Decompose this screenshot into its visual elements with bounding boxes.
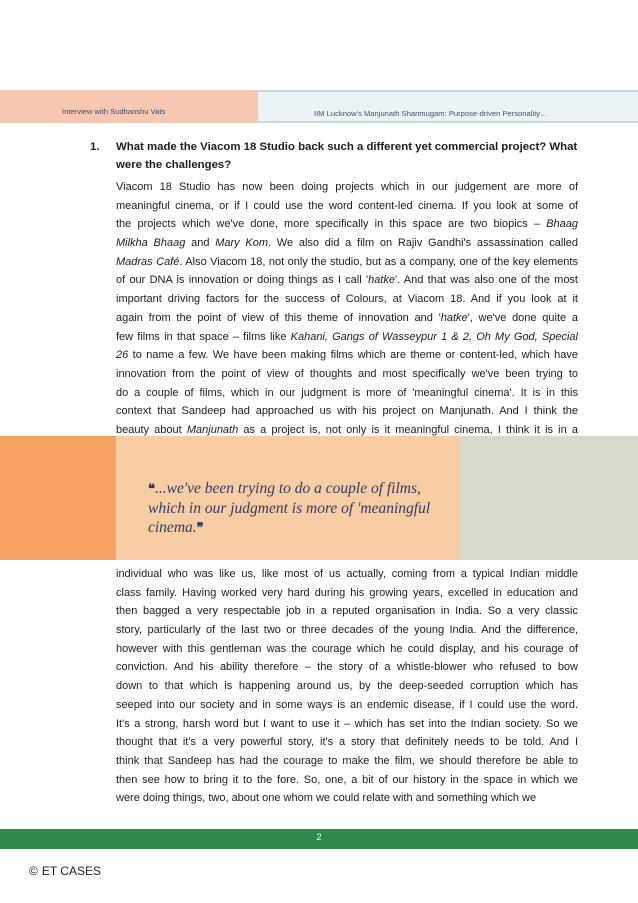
text-line: conviction. And his ability therefore – the story of a whistle-blower who refused to bow [116,661,578,674]
pull-quote-line-1: ...we've been trying to do a couple of films, [155,480,421,497]
text-line: were doing things, two, about one whom we could relate with and something which we [116,792,537,805]
text-line: innovation from the point of view of thoughts and most specifically we've been trying to [116,367,578,380]
header-left-title: Interview with Sudhanshu Vats [62,107,166,116]
pull-quote-line-3: cinema. [148,519,197,536]
text-line: however with this gentleman was the courage which he could display, and his courage of [116,642,578,655]
text-line: context that Sandeep had approached us with his project on Manjunath. And I think the [116,405,578,418]
text-line: again from the point of view of this theme of innovation and 'hatke', we've done quite a [116,311,578,324]
footer-band [0,829,638,849]
text-line: It's a strong, harsh word but I want to use it – which has set into the Indian society. So we [116,717,578,730]
header-right-band [258,90,638,123]
text-line: class family. Having worked very hard during his growing years, excelled in education and [116,586,578,599]
answer-paragraph-2 [116,565,578,808]
text-line: down to that which is happening around us, by the deep-seeded corruption which has [116,680,578,693]
text-line: the projects which we've done, more specifically in this space are two biopics – Bhaag [116,218,578,231]
pull-quote [148,479,448,538]
text-line: beauty about Manjunath as a project is, not only is it meaningful cinema, I think it is in a [116,423,578,436]
text-line: then bagged a very respectable job in a reputed organisation in India. So a very classic [116,605,578,618]
text-line: few films in that space – films like Kahani, Gangs of Wasseypur 1 & 2, Oh My God, Special [116,330,578,343]
answer-paragraph-1 [116,178,578,458]
text-line: of our DNA is innovation or doing things as I call 'hatke'. And that was also one of the most [116,274,578,287]
brand-label [29,864,101,878]
text-line: story, particularly of the last two or three decades of the young India. And the difference, [116,624,578,637]
quote-band-orange [0,436,116,560]
text-line: Madras Café. Also Viacom 18, not only the studio, but as a company, one of the key elements [116,255,578,268]
text-line: seeped into our society and in some ways is an endemic disease, if I could use the word. [116,698,578,711]
pull-quote-line-2: which in our judgment is more of 'meaningful [148,500,431,517]
text-line: Milkha Bhaag and Mary Kom. We also did a film on Rajiv Gandhi's assassination called [116,237,578,250]
text-line: important driving factors for the success of Colours, at Viacom 18. And if you look at it [116,293,578,306]
question-line-1: What made the Viacom 18 Studio back such a different yet commercial project? What [116,141,578,153]
text-line: thought that it's a very powerful story, it's a story that definitely needs to be told. And I [116,736,578,749]
question-text [116,138,578,174]
close-quote-icon: ❞ [196,521,204,536]
text-line: individual who was like us, like most of us actually, coming from a typical Indian middle [116,568,578,580]
header-right-title: IIM Lucknow's Manjunath Shanmugam: Purpose-driven Personality… [314,109,548,118]
text-line: meaningful cinema, or if I could use the word content-led cinema. If you look at some of [116,199,578,212]
text-line: think that Sandeep has had the courage to make the film, we should therefore be able to [116,754,578,767]
page-number: 2 [316,832,322,843]
question-line-2: were the challenges? [116,159,232,171]
text-line: do a couple of films, which in our judgment is more of 'meaningful cinema'. It is in this [116,386,578,399]
open-quote-icon: ❝ [148,482,155,497]
copyright-icon: © [29,864,38,878]
question-number: 1. [90,141,100,153]
text-line: Viacom 18 Studio has now been doing projects which in our judgement are more of [116,181,578,193]
brand-name: ET CASES [41,864,101,878]
text-line: then see how to bring it to the fore. So, one, a bit of our history in the space in which we [116,773,578,786]
header-left-band [0,90,258,123]
quote-band-sage [460,436,638,560]
text-line: 26 to name a few. We have been making films which are theme or content-led, which have [116,349,578,362]
